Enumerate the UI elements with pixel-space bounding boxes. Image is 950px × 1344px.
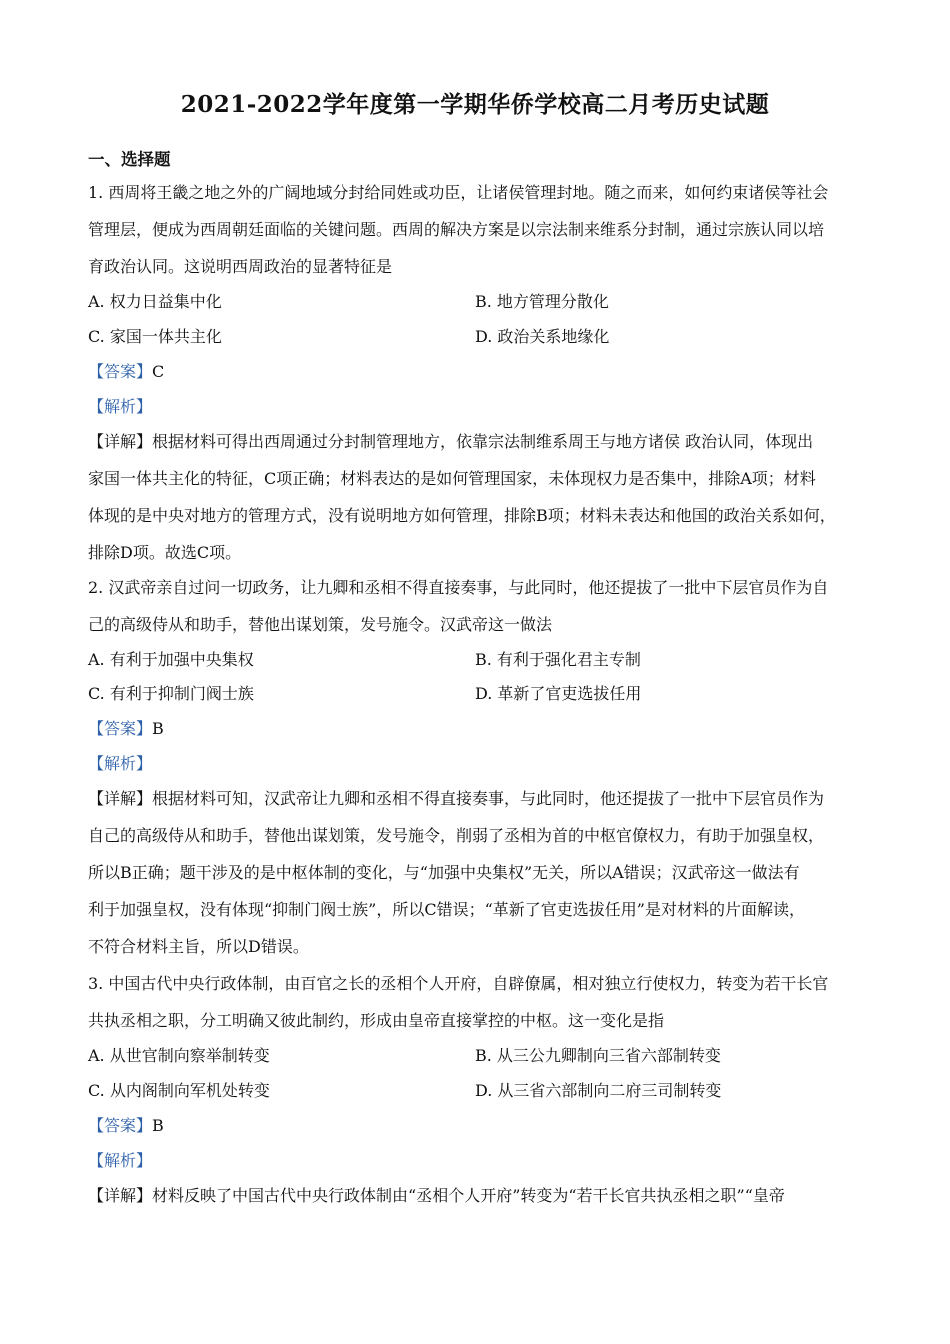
q1-option-a: A. 权力日益集中化 [88, 292, 222, 311]
q1-detail-line: 排除D项。故选C项。 [88, 543, 242, 562]
q1-stem-line: 1. 西周将王畿之地之外的广阔地域分封给同姓或功臣，让诸侯管理封地。随之而来，如何约束诸侯等社会 [88, 183, 829, 202]
answer-tag: 【答案】 [88, 362, 153, 381]
answer-tag: 【答案】 [88, 719, 153, 738]
q3-option-c: C. 从内阁制向军机处转变 [88, 1081, 270, 1100]
q1-detail-line: 家国一体共主化的特征，C项正确；材料表达的是如何管理国家，未体现权力是否集中，排除A项；材料 [88, 469, 816, 488]
detail-tag: 【详解】 [88, 432, 153, 451]
q3-option-a: A. 从世官制向察举制转变 [88, 1046, 270, 1065]
q1-detail-line [88, 432, 813, 452]
q2-option-c: C. 有利于抑制门阀士族 [88, 684, 254, 703]
q1-option-d: D. 政治关系地缘化 [475, 327, 610, 346]
q2-analysis-tag [88, 754, 152, 774]
q1-analysis-tag [88, 397, 152, 417]
detail-text: 材料反映了中国古代中央行政体制由“丞相个人开府”转变为“若干长官共执丞相之职”“皇帝 [152, 1186, 785, 1205]
detail-text: 根据材料可得出西周通过分封制管理地方，依靠宗法制维系周王与地方诸侯 政治认同，体现出 [152, 432, 814, 451]
q1-option-c: C. 家国一体共主化 [88, 327, 222, 346]
q2-answer [88, 719, 164, 739]
q2-option-a: A. 有利于加强中央集权 [88, 650, 254, 669]
q3-answer [88, 1116, 164, 1136]
detail-text: 根据材料可知，汉武帝让九卿和丞相不得直接奏事，与此同时，他还提拔了一批中下层官员作为 [152, 789, 825, 808]
answer-value: B [152, 1116, 164, 1135]
answer-tag: 【答案】 [88, 1116, 153, 1135]
analysis-tag: 【解析】 [88, 397, 153, 416]
analysis-tag: 【解析】 [88, 1151, 153, 1170]
section-heading: 一、选择题 [88, 150, 171, 169]
q3-stem-line: 3. 中国古代中央行政体制，由百官之长的丞相个人开府，自辟僚属，相对独立行使权力，转变为若干长官 [88, 974, 829, 993]
q3-option-d: D. 从三省六部制向二府三司制转变 [475, 1081, 722, 1100]
q2-option-d: D. 革新了官吏选拔任用 [475, 684, 642, 703]
q2-detail-line: 不符合材料主旨，所以D错误。 [88, 937, 309, 956]
q1-detail-line: 体现的是中央对地方的管理方式，没有说明地方如何管理，排除B项；材料未表达和他国的政治关系如何， [88, 506, 836, 525]
q3-detail-line [88, 1186, 785, 1206]
detail-tag: 【详解】 [88, 1186, 153, 1205]
q2-detail-line: 利于加强皇权，没有体现“抑制门阀士族”，所以C错误；“革新了官吏选拔任用”是对材料的片面解读， [88, 900, 805, 919]
q2-detail-line: 自己的高级侍从和助手，替他出谋划策，发号施令，削弱了丞相为首的中枢官僚权力，有助于加强皇权， [88, 826, 825, 845]
q2-detail-line [88, 789, 824, 809]
q1-stem-line: 育政治认同。这说明西周政治的显著特征是 [88, 257, 393, 276]
answer-value: C [152, 362, 165, 381]
q1-stem-line: 管理层，便成为西周朝廷面临的关键问题。西周的解决方案是以宗法制来维系分封制，通过宗族认同以培 [88, 220, 825, 239]
q3-option-b: B. 从三公九卿制向三省六部制转变 [475, 1046, 721, 1065]
q2-stem-line: 2. 汉武帝亲自过问一切政务，让九卿和丞相不得直接奏事，与此同时，他还提拔了一批中下层官员作为自 [88, 578, 829, 597]
q3-stem-line: 共执丞相之职，分工明确又彼此制约，形成由皇帝直接掌控的中枢。这一变化是指 [88, 1011, 665, 1030]
analysis-tag: 【解析】 [88, 754, 153, 773]
q1-answer [88, 362, 164, 382]
detail-tag: 【详解】 [88, 789, 153, 808]
q2-option-b: B. 有利于强化君主专制 [475, 650, 641, 669]
answer-value: B [152, 719, 164, 738]
q3-analysis-tag [88, 1151, 152, 1171]
page-title: 2021-2022学年度第一学期华侨学校高二月考历史试题 [180, 91, 770, 118]
q2-stem-line: 己的高级侍从和助手，替他出谋划策，发号施令。汉武帝这一做法 [88, 615, 553, 634]
q1-option-b: B. 地方管理分散化 [475, 292, 609, 311]
q2-detail-line: 所以B正确；题干涉及的是中枢体制的变化，与“加强中央集权”无关，所以A错误；汉武帝这一做法有 [88, 863, 800, 882]
